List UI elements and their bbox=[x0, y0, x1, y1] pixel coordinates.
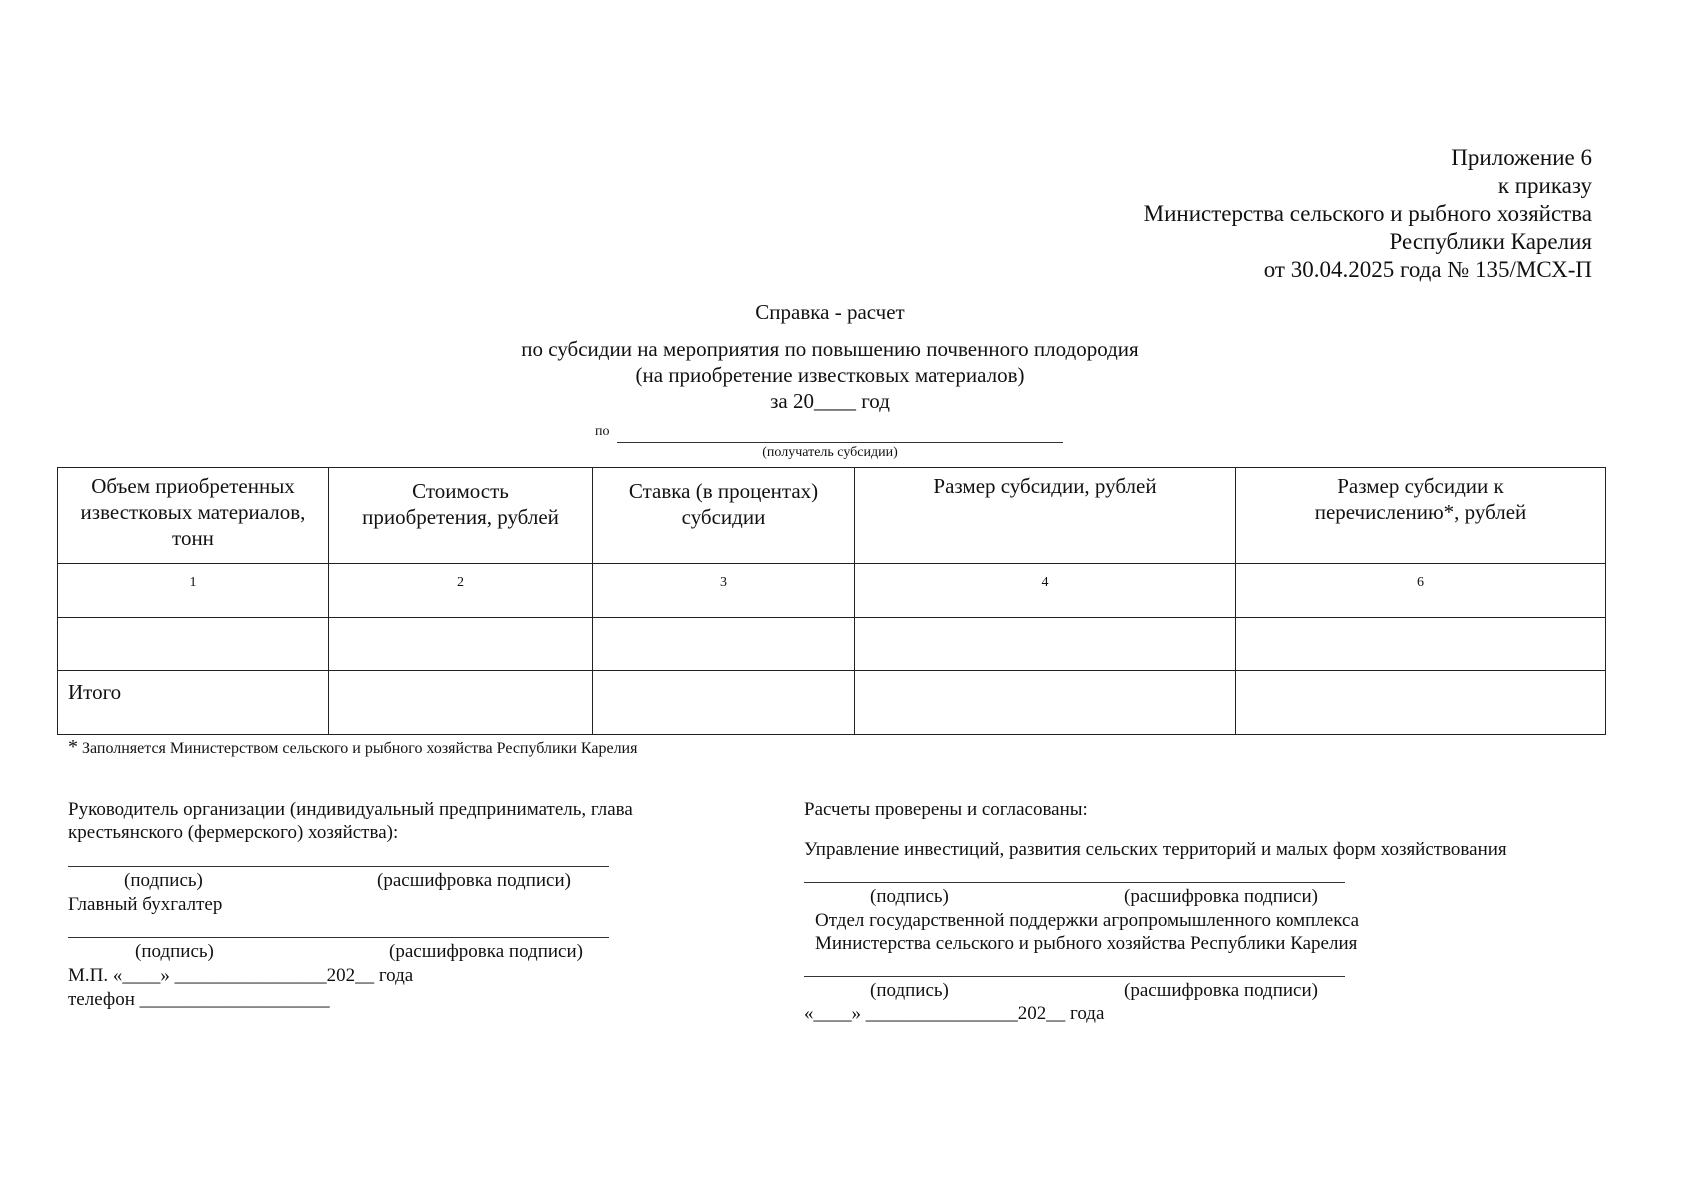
column-header: Стоимость приобретения, рублей bbox=[329, 468, 593, 564]
table-cell[interactable] bbox=[593, 671, 855, 735]
heading-line: крестьянского (фермерского) хозяйства): bbox=[68, 822, 399, 843]
decode-caption: (расшифровка подписи) bbox=[1124, 886, 1318, 907]
table-row-total bbox=[58, 671, 1606, 735]
department2-line: Отдел государственной поддержки агропромышленного комплекса bbox=[815, 910, 1360, 931]
phone-line[interactable]: телефон ____________________ bbox=[68, 989, 330, 1010]
heading-line: Руководитель организации (индивидуальный предприниматель, глава bbox=[68, 799, 633, 820]
column-header: Размер субсидии, рублей bbox=[855, 468, 1236, 564]
total-label: Итого bbox=[58, 671, 329, 735]
accountant-signature-field[interactable] bbox=[68, 937, 609, 938]
table-cell[interactable] bbox=[1236, 671, 1606, 735]
department2-signature-field[interactable] bbox=[804, 976, 1345, 977]
head-signature-heading bbox=[68, 798, 633, 844]
checked-label: Расчеты проверены и согласованы: bbox=[804, 799, 1088, 820]
department2-label bbox=[815, 909, 1359, 955]
document-period: за 20____ год bbox=[770, 389, 890, 413]
decode-caption: (расшифровка подписи) bbox=[377, 870, 571, 891]
recipient-prefix: по bbox=[595, 424, 610, 439]
footnote-star: * bbox=[68, 736, 78, 758]
recipient-field[interactable] bbox=[617, 442, 1063, 443]
column-number: 2 bbox=[329, 564, 593, 618]
footnote bbox=[68, 736, 637, 759]
signature-caption: (подпись) bbox=[135, 941, 214, 962]
column-header: Размер субсидии к перечислению*, рублей bbox=[1236, 468, 1606, 564]
appendix-line: Приложение 6 bbox=[1451, 145, 1592, 170]
document-title: Справка - расчет bbox=[755, 300, 905, 324]
department2-line: Министерства сельского и рыбного хозяйства Республики Карелия bbox=[815, 933, 1358, 954]
seal-date-line[interactable]: М.П. «____» ________________202__ года bbox=[68, 965, 414, 986]
appendix-line: от 30.04.2025 года № 135/МСХ-П bbox=[1263, 257, 1592, 282]
appendix-line: Республики Карелия bbox=[1389, 229, 1592, 254]
column-number: 6 bbox=[1236, 564, 1606, 618]
table-cell[interactable] bbox=[855, 618, 1236, 671]
head-signature-field[interactable] bbox=[68, 866, 609, 867]
table-cell[interactable] bbox=[329, 618, 593, 671]
table-row bbox=[58, 564, 1606, 618]
table-row bbox=[58, 618, 1606, 671]
accountant-label: Главный бухгалтер bbox=[68, 894, 223, 915]
table-cell[interactable] bbox=[593, 618, 855, 671]
document-subtitle: по субсидии на мероприятия по повышению почвенного плодородия bbox=[521, 337, 1139, 361]
footnote-text: Заполняется Министерством сельского и рыбного хозяйства Республики Карелия bbox=[82, 740, 638, 757]
signature-caption: (подпись) bbox=[870, 980, 949, 1001]
recipient-caption: (получатель субсидии) bbox=[762, 445, 898, 460]
appendix-line: Министерства сельского и рыбного хозяйства bbox=[1143, 201, 1592, 226]
column-number: 1 bbox=[58, 564, 329, 618]
table-cell[interactable] bbox=[58, 618, 329, 671]
table-header-row bbox=[58, 468, 1606, 564]
table-cell[interactable] bbox=[1236, 618, 1606, 671]
appendix-line: к приказу bbox=[1497, 173, 1592, 198]
signature-caption: (подпись) bbox=[124, 870, 203, 891]
column-header: Ставка (в процентах) субсидии bbox=[593, 468, 855, 564]
decode-caption: (расшифровка подписи) bbox=[389, 941, 583, 962]
document-subtitle: (на приобретение известковых материалов) bbox=[635, 363, 1025, 387]
signature-caption: (подпись) bbox=[870, 886, 949, 907]
department-signature-field[interactable] bbox=[804, 882, 1345, 883]
table-cell[interactable] bbox=[855, 671, 1236, 735]
column-number: 3 bbox=[593, 564, 855, 618]
date-line[interactable]: «____» ________________202__ года bbox=[804, 1003, 1105, 1024]
calculation-table bbox=[57, 467, 1606, 735]
decode-caption: (расшифровка подписи) bbox=[1124, 980, 1318, 1001]
column-number: 4 bbox=[855, 564, 1236, 618]
department-label: Управление инвестиций, развития сельских территорий и малых форм хозяйствования bbox=[804, 839, 1507, 860]
column-header: Объем приобретенных известковых материалов, тонн bbox=[58, 468, 329, 564]
appendix-header bbox=[1144, 144, 1592, 284]
table-cell[interactable] bbox=[329, 671, 593, 735]
